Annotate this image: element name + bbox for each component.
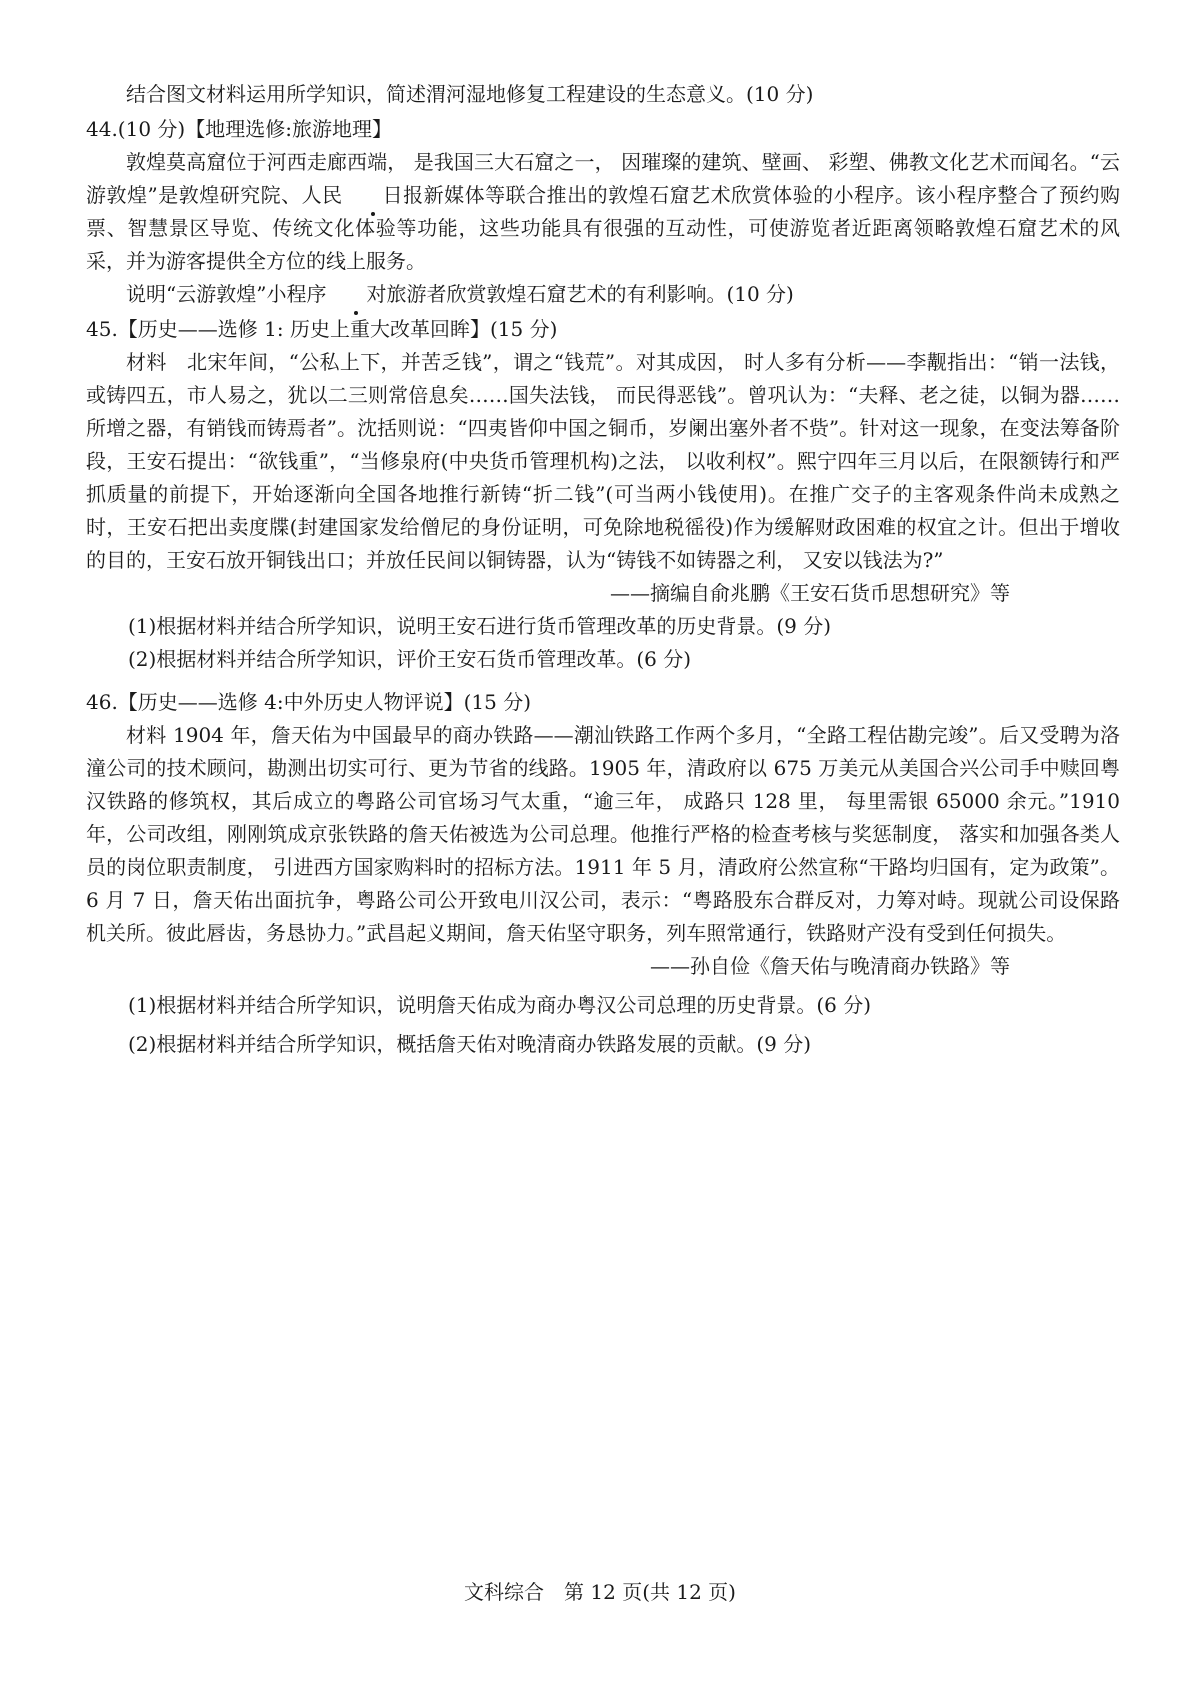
q46-source: ——孙自俭《詹天佑与晚清商办铁路》等	[650, 954, 1010, 978]
q46-subquestion-1: (1)根据材料并结合所学知识，说明詹天佑成为商办粤汉公司总理的历史背景。(6 分)	[128, 993, 872, 1017]
exam-page	[86, 78, 1120, 1061]
q44-material	[86, 146, 1120, 278]
q46-header: 46.【历史——选修 4:中外历史人物评说】(15 分)	[86, 690, 532, 714]
q46-material: 材料 1904 年，詹天佑为中国最早的商办铁路——潮汕铁路工作两个多月，“全路工程估勘完竣”。后又受聘为洛潼公司的技术顾问，勘测出切实可行、更为节省的线路。1905 年，清政府以 675 万美元从美国合兴公司手中赎回粤汉铁路的修筑权，其后成立的粤路公司官场习气太重，“逾三年， 成路只 128 里， 每里需银 65000 余元。”1910 年，公司改组，刚刚筑成京张铁路的詹天佑被选为公司总理。他推行严格的检查考核与奖惩制度， 落实和加强各类人员的岗位职责制度， 引进西方国家购料时的招标方法。1911 年 5 月，清政府公然宣称“干路均归国有，定为政策”。6 月 7 日，詹天佑出面抗争，粤路公司公开致电川汉公司，表示：“粤路股东合群反对，力筹对峙。现就公司设保路机关所。彼此唇齿，务恳协力。”武昌起义期间，詹天佑坚守职务，列车照常通行，铁路财产没有受到任何损失。	[86, 723, 1120, 945]
q44-question-part-a: 说明“云游敦煌”小程序	[126, 282, 327, 306]
q44-material-part-b: 报新媒体等联合推出的敦煌石窟艺术欣赏体验的小程序。该小程序整合了预约购票、智慧景区导览、传统文化体验等功能，这些功能具有很强的互动性，可使游览者近距离领略敦煌石窟艺术的风采，并为游客提供全方位的线上服务。	[86, 183, 1121, 273]
q44-material-emphasis: 日	[343, 179, 403, 212]
q45-subquestion-2: (2)根据材料并结合所学知识，评价王安石货币管理改革。(6 分)	[128, 647, 692, 671]
q45-subquestion-1: (1)根据材料并结合所学知识，说明王安石进行货币管理改革的历史背景。(9 分)	[128, 614, 832, 638]
q44-question-part-b: 旅游者欣赏敦煌石窟艺术的有利影响。(10 分)	[386, 282, 794, 306]
q44-material-part-a: 敦煌莫高窟位于河西走廊西端， 是我国三大石窟之一， 因璀璨的建筑、壁画、 彩塑、佛教文化艺术而闻名。“云游敦煌”是敦煌研究院、人民	[86, 150, 1120, 207]
q45-header: 45.【历史——选修 1: 历史上重大改革回眸】(15 分)	[86, 317, 558, 341]
q45-source: ——摘编自俞兆鹏《王安石货币思想研究》等	[610, 581, 1010, 605]
q44-question-emphasis: 对	[326, 278, 386, 311]
page-footer: 文科综合 第 12 页(共 12 页)	[464, 1580, 736, 1604]
q46-subquestion-2: (2)根据材料并结合所学知识，概括詹天佑对晚清商办铁路发展的贡献。(9 分)	[128, 1032, 812, 1056]
q45-material: 材料 北宋年间，“公私上下，并苦乏钱”，谓之“钱荒”。对其成因， 时人多有分析——李觏指出：“销一法钱，或铸四五，市人易之，犹以二三则常倍息矣……国失法钱， 而民得恶钱”。曾巩认为：“夫释、老之徒，以铜为器……所增之器，有销钱而铸焉者”。沈括则说：“四夷皆仰中国之铜币，岁阑出塞外者不赀”。针对这一现象，在变法筹备阶段，王安石提出：“欲钱重”，“当修泉府(中央货币管理机构)之法， 以收利权”。熙宁四年三月以后，在限额铸行和严抓质量的前提下，开始逐渐向全国各地推行新铸“折二钱”(可当两小钱使用)。在推广交子的主客观条件尚未成熟之时，王安石把出卖度牒(封建国家发给僧尼的身份证明，可免除地税徭役)作为缓解财政困难的权宜之计。但出于增收的目的，王安石放开铜钱出口；并放任民间以铜铸器，认为“铸钱不如铸器之利， 又安以钱法为?”	[86, 350, 1120, 572]
q44-header: 44.(10 分)【地理选修:旅游地理】	[86, 117, 392, 141]
q43-question-tail: 结合图文材料运用所学知识，简述渭河湿地修复工程建设的生态意义。(10 分)	[126, 82, 814, 106]
q44-question	[86, 278, 1120, 311]
